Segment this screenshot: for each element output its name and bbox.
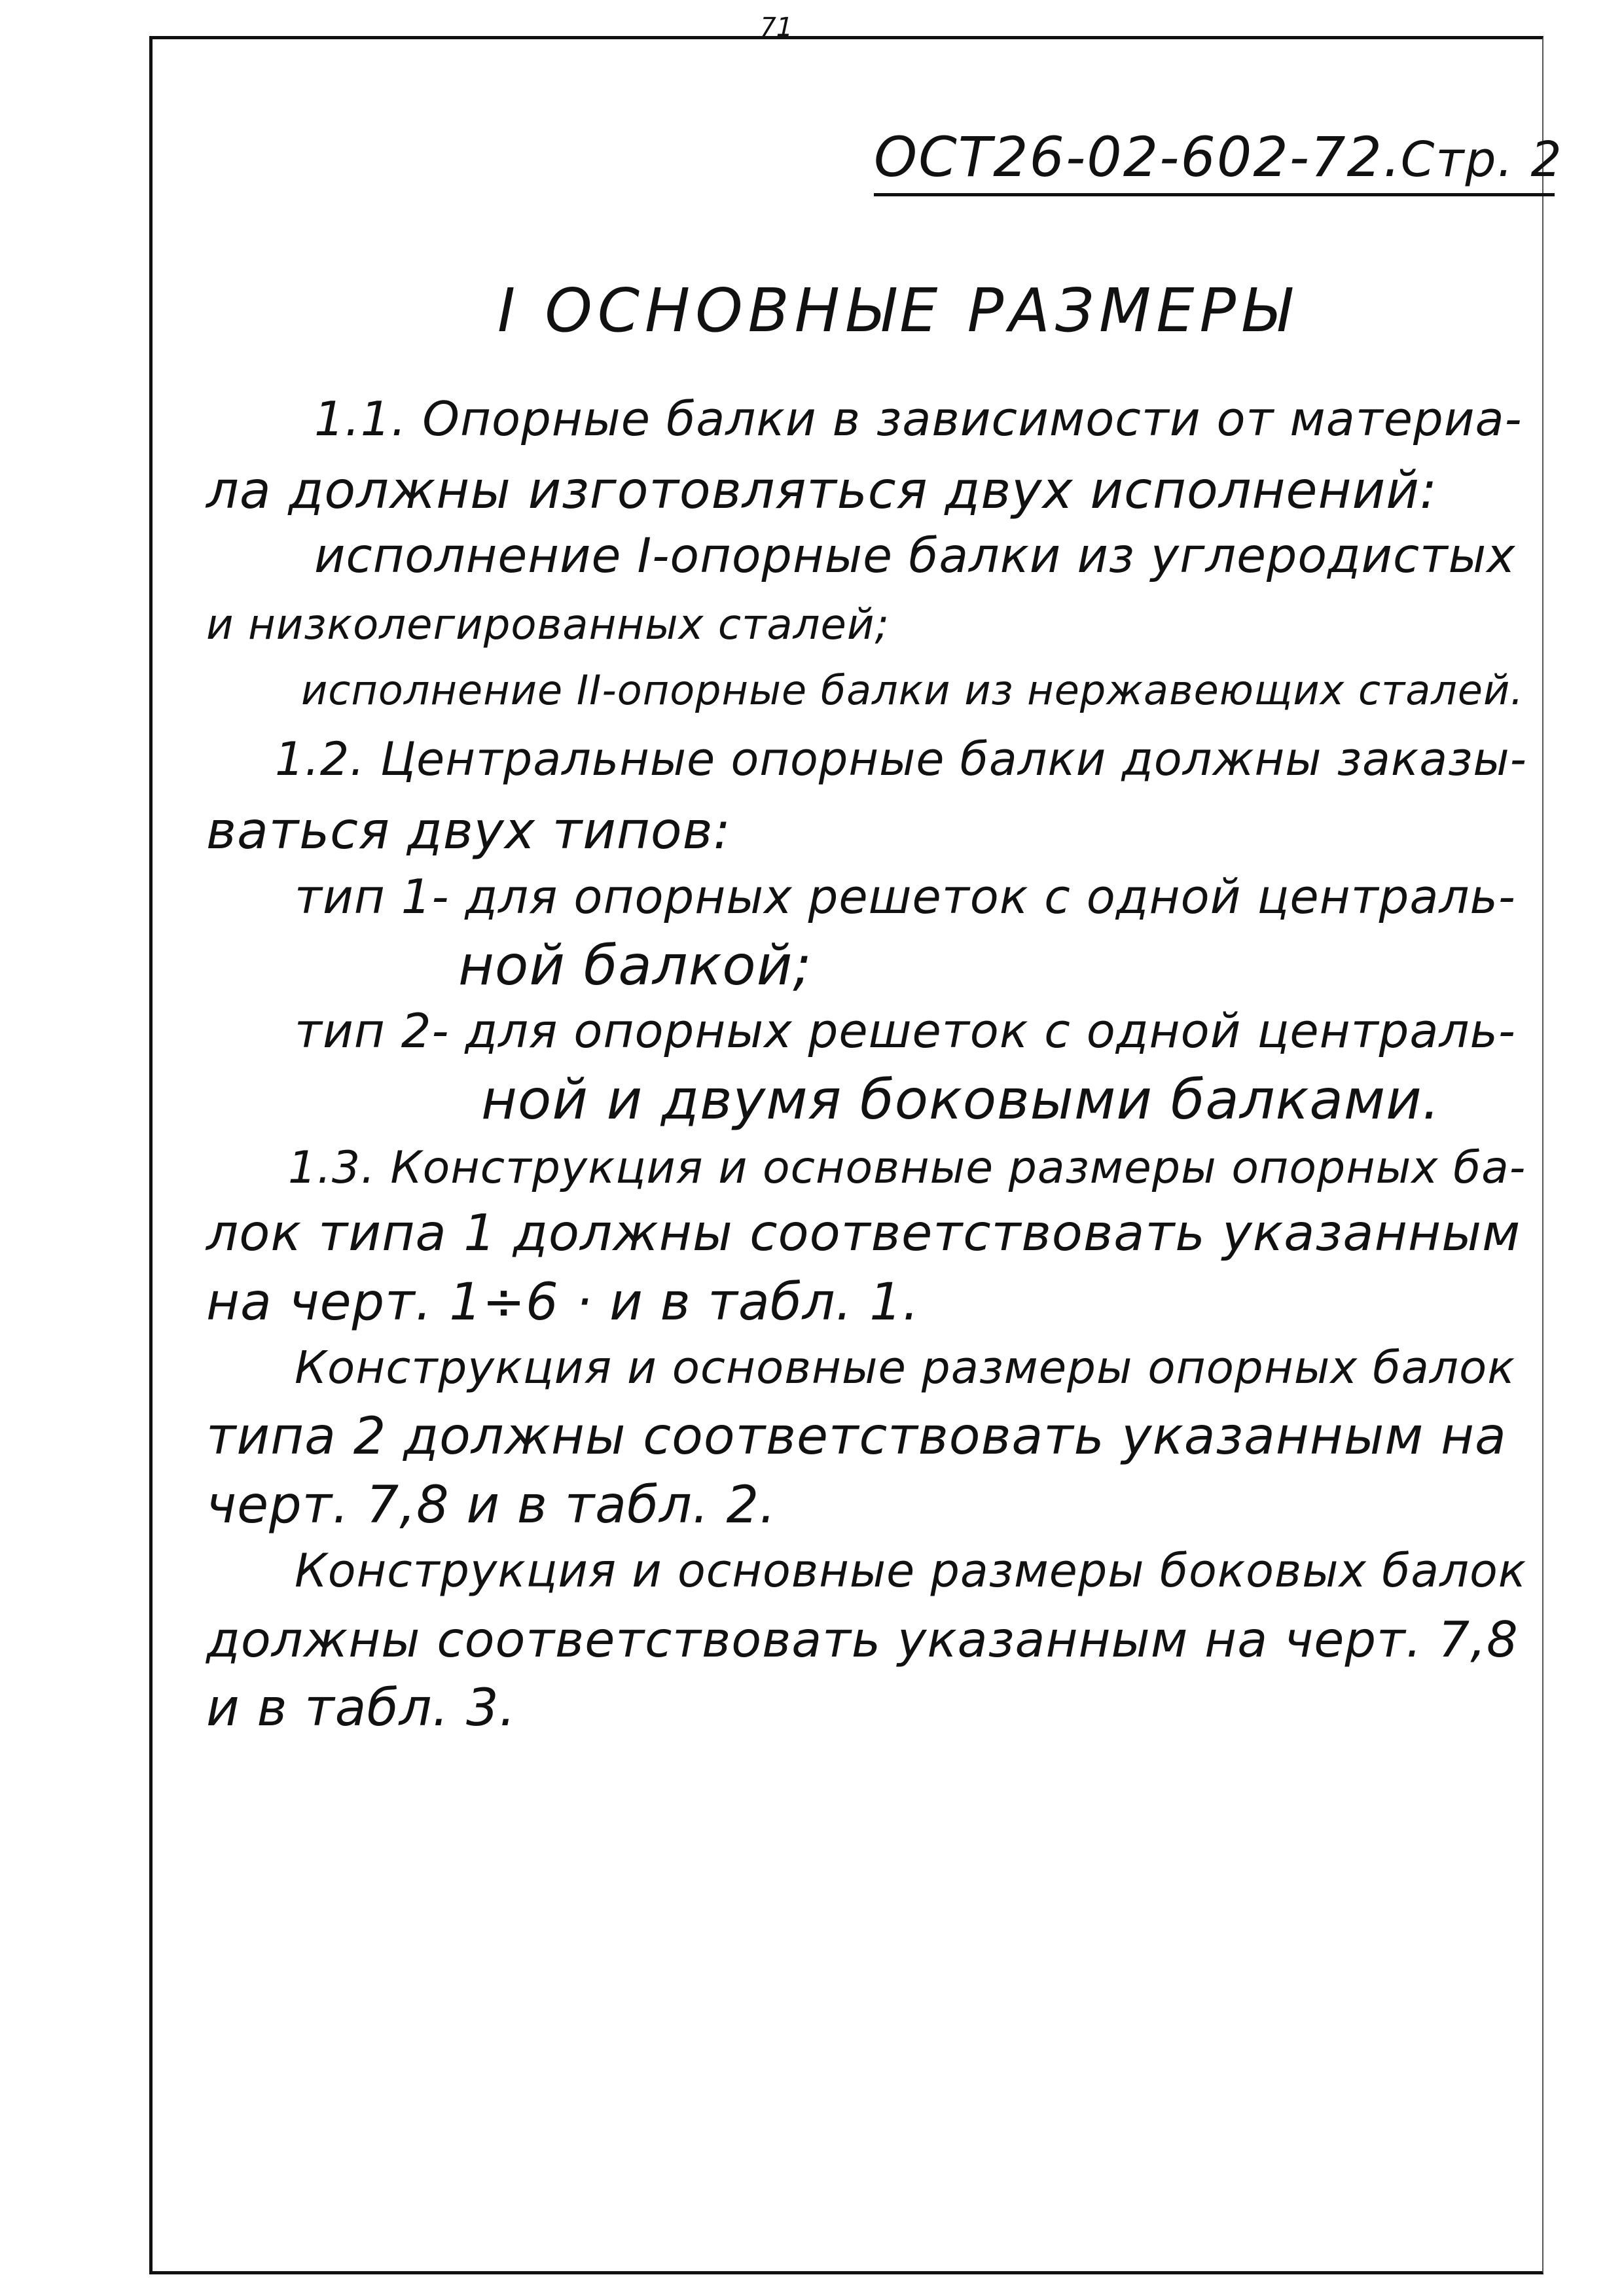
- body-line: 1.2. Центральные опорные балки должны заказы-: [275, 732, 1527, 786]
- body-line: Конструкция и основные размеры боковых балок: [295, 1544, 1527, 1598]
- body-line: лок типа 1 должны соответствовать указанным: [206, 1204, 1521, 1263]
- body-line: ла должны изготовляться двух исполнений:: [206, 461, 1438, 520]
- body-line: ваться двух типов:: [206, 802, 731, 861]
- document-header: [874, 121, 1563, 196]
- body-line: и в табл. 3.: [206, 1679, 516, 1738]
- top-sheet-mark: 71: [756, 12, 796, 43]
- body-line: на черт. 1÷6 · и в табл. 1.: [206, 1273, 920, 1332]
- body-line: должны соответствовать указанным на черт. 7,8: [206, 1611, 1519, 1668]
- header-separator: .: [1383, 125, 1401, 189]
- body-line: Конструкция и основные размеры опорных балок: [295, 1342, 1515, 1394]
- body-line: исполнение I-опорные балки из углеродистых: [314, 528, 1516, 584]
- section-title: I ОСНОВНЫЕ РАЗМЕРЫ: [497, 276, 1296, 346]
- body-line: тип 1- для опорных решеток с одной централь-: [295, 869, 1516, 924]
- page-label: Стр. 2: [1400, 132, 1563, 188]
- body-line: ной балкой;: [458, 933, 812, 997]
- body-line: тип 2- для опорных решеток с одной централь-: [295, 1003, 1516, 1058]
- body-line: ной и двумя боковыми балками.: [481, 1067, 1441, 1132]
- body-line: исполнение II-опорные балки из нержавеющих сталей.: [301, 666, 1524, 714]
- body-line: черт. 7,8 и в табл. 2.: [206, 1476, 776, 1535]
- body-line: 1.1. Опорные балки в зависимости от материа-: [314, 391, 1523, 446]
- body-line: 1.3. Конструкция и основные размеры опорных ба-: [288, 1142, 1526, 1194]
- doc-code: ОСТ26-02-602-72: [874, 125, 1384, 189]
- body-line: и низколегированных сталей;: [206, 601, 890, 649]
- body-line: типа 2 должны соответствовать указанным на: [206, 1407, 1507, 1466]
